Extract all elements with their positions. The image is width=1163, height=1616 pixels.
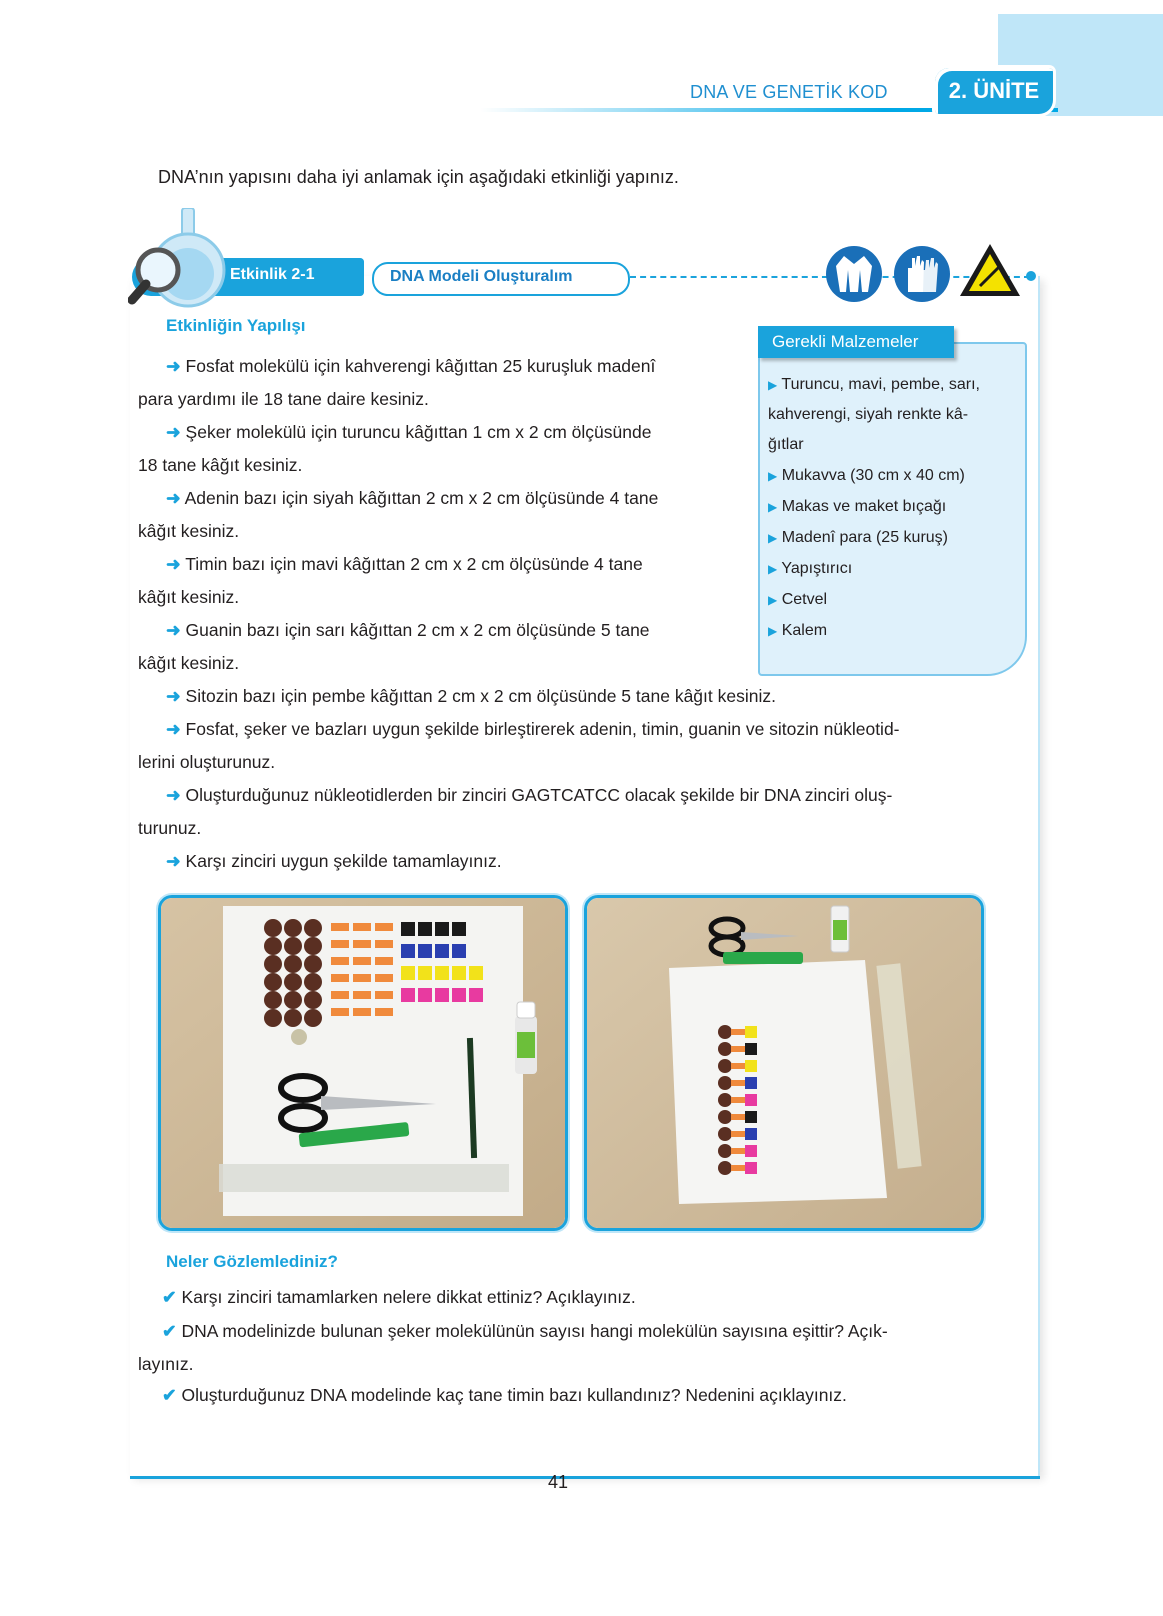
activity-frame-bottom-rule xyxy=(130,1476,1040,1479)
base-square xyxy=(745,1043,757,1055)
materials-heading: Gerekli Malzemeler xyxy=(758,326,954,358)
phosphate-disc xyxy=(718,1127,732,1141)
photo-dna-model xyxy=(584,895,984,1231)
base-square xyxy=(469,966,483,980)
sugar-strip xyxy=(731,1046,745,1052)
sugar-strip xyxy=(331,940,349,948)
base-square xyxy=(401,966,415,980)
unit-title: DNA VE GENETİK KOD xyxy=(690,82,888,102)
step-line: kâğıt kesiniz. xyxy=(138,587,240,607)
sugar-strip xyxy=(375,940,393,948)
sugar-strip xyxy=(353,940,371,948)
sugar-strip xyxy=(353,923,371,931)
cut-pieces-photo xyxy=(161,898,565,1228)
phosphate-disc xyxy=(284,919,302,937)
base-square xyxy=(401,944,415,958)
base-square xyxy=(435,966,449,980)
material-item: ▶ Madenî para (25 kuruş) xyxy=(768,529,948,546)
bullet-triangle-icon: ▶ xyxy=(768,469,778,483)
sugar-strip xyxy=(375,1008,393,1016)
base-square xyxy=(745,1094,757,1106)
step-line: ➜ Guanin bazı için sarı kâğıttan 2 cm x 2 cm ölçüsünde 5 tane xyxy=(166,620,650,640)
material-item: kahverengi, siyah renkte kâ- xyxy=(768,406,969,423)
check-icon: ✔ xyxy=(162,1287,177,1307)
base-square xyxy=(452,944,466,958)
sugar-strip xyxy=(353,974,371,982)
base-square xyxy=(401,988,415,1002)
arrow-icon: ➜ xyxy=(166,785,181,805)
base-square xyxy=(745,1111,757,1123)
sugar-strip xyxy=(731,1114,745,1120)
sugar-strip xyxy=(375,957,393,965)
step-line: ➜ Fosfat, şeker ve bazları uygun şekilde birleştirerek adenin, timin, guanin ve sitozin nükleotid- xyxy=(166,719,900,739)
phosphate-disc xyxy=(284,1009,302,1027)
sugar-strip xyxy=(353,1008,371,1016)
sugar-strip xyxy=(731,1029,745,1035)
check-icon: ✔ xyxy=(162,1321,177,1341)
unit-badge: 2. ÜNİTE xyxy=(935,68,1053,114)
phosphate-disc xyxy=(304,991,322,1009)
intro-text: DNA’nın yapısını daha iyi anlamak için aşağıdaki etkinliği yapınız. xyxy=(158,167,679,187)
question-line: ✔ DNA modelinizde bulunan şeker molekülünün sayısı hangi molekülün sayısına eşittir? Açık- xyxy=(162,1321,888,1341)
base-square xyxy=(745,1060,757,1072)
phosphate-disc xyxy=(284,991,302,1009)
step-line: ➜ Sitozin bazı için pembe kâğıttan 2 cm x 2 cm ölçüsünde 5 tane kâğıt kesiniz. xyxy=(166,686,776,706)
arrow-icon: ➜ xyxy=(166,851,181,871)
phosphate-disc xyxy=(284,955,302,973)
base-square xyxy=(745,1128,757,1140)
observation-heading: Neler Gözlemlediniz? xyxy=(166,1252,338,1271)
base-square xyxy=(452,966,466,980)
arrow-icon: ➜ xyxy=(166,719,181,739)
base-square xyxy=(452,988,466,1002)
base-square xyxy=(435,988,449,1002)
sugar-strip xyxy=(353,991,371,999)
phosphate-disc xyxy=(304,937,322,955)
step-line: ➜ Fosfat molekülü için kahverengi kâğıttan 25 kuruşluk madenî xyxy=(166,356,656,376)
activity-number: Etkinlik 2-1 xyxy=(230,266,315,283)
base-square xyxy=(745,1162,757,1174)
step-line: ➜ Oluşturduğunuz nükleotidlerden bir zinciri GAGTCATCC olacak şekilde bir DNA zinciri oluş- xyxy=(166,785,893,805)
arrow-icon: ➜ xyxy=(166,620,181,640)
title-line-dot xyxy=(1026,271,1036,281)
phosphate-disc xyxy=(718,1076,732,1090)
material-item: ▶ Cetvel xyxy=(768,591,828,608)
lab-coat-icon xyxy=(824,244,884,304)
step-line: ➜ Şeker molekülü için turuncu kâğıttan 1 cm x 2 cm ölçüsünde xyxy=(166,422,652,442)
material-item: ğıtlar xyxy=(768,436,804,453)
sugar-strip xyxy=(331,1008,349,1016)
step-line: ➜ Adenin bazı için siyah kâğıttan 2 cm x 2 cm ölçüsünde 4 tane xyxy=(166,488,659,508)
sugar-strip xyxy=(375,923,393,931)
sugar-strip xyxy=(375,991,393,999)
bullet-triangle-icon: ▶ xyxy=(768,562,778,576)
phosphate-disc xyxy=(264,937,282,955)
phosphate-disc xyxy=(304,1009,322,1027)
sugar-strip xyxy=(331,923,349,931)
phosphate-disc xyxy=(304,919,322,937)
step-line: turunuz. xyxy=(138,818,202,838)
phosphate-disc xyxy=(264,991,282,1009)
base-square xyxy=(401,922,415,936)
arrow-icon: ➜ xyxy=(166,488,181,508)
check-icon: ✔ xyxy=(162,1385,177,1405)
base-square xyxy=(435,944,449,958)
page-number: 41 xyxy=(548,1472,569,1492)
bullet-triangle-icon: ▶ xyxy=(768,378,778,392)
phosphate-disc xyxy=(718,1110,732,1124)
base-square xyxy=(745,1145,757,1157)
phosphate-disc xyxy=(284,937,302,955)
arrow-icon: ➜ xyxy=(166,356,181,376)
step-line: 18 tane kâğıt kesiniz. xyxy=(138,455,303,475)
material-item: ▶ Mukavva (30 cm x 40 cm) xyxy=(768,467,965,484)
question-line: layınız. xyxy=(138,1354,194,1374)
step-line: kâğıt kesiniz. xyxy=(138,521,240,541)
activity-title: DNA Modeli Oluşturalım xyxy=(390,268,573,285)
bullet-triangle-icon: ▶ xyxy=(768,531,778,545)
base-square xyxy=(469,988,483,1002)
phosphate-disc xyxy=(264,919,282,937)
phosphate-disc xyxy=(264,955,282,973)
sugar-strip xyxy=(331,957,349,965)
phosphate-disc xyxy=(718,1093,732,1107)
base-square xyxy=(745,1026,757,1038)
sugar-strip xyxy=(375,974,393,982)
sugar-strip xyxy=(731,1080,745,1086)
arrow-icon: ➜ xyxy=(166,554,181,574)
step-line: ➜ Timin bazı için mavi kâğıttan 2 cm x 2 cm ölçüsünde 4 tane xyxy=(166,554,643,574)
section-heading: Etkinliğin Yapılışı xyxy=(166,316,306,335)
material-item: ▶ Turuncu, mavi, pembe, sarı, xyxy=(768,376,980,393)
phosphate-disc xyxy=(718,1144,732,1158)
photo-cut-pieces xyxy=(158,895,568,1231)
warning-triangle-icon xyxy=(958,242,1022,298)
question-line: ✔ Oluşturduğunuz DNA modelinde kaç tane timin bazı kullandınız? Nedenini açıklayınız. xyxy=(162,1385,847,1405)
bullet-triangle-icon: ▶ xyxy=(768,500,778,514)
phosphate-disc xyxy=(304,973,322,991)
sugar-strip xyxy=(731,1131,745,1137)
material-item: ▶ Kalem xyxy=(768,622,828,639)
gloves-icon xyxy=(892,244,952,304)
base-square xyxy=(452,922,466,936)
base-square xyxy=(435,922,449,936)
flask-magnifier-icon xyxy=(128,208,228,318)
dna-model-photo xyxy=(587,898,981,1228)
sugar-strip xyxy=(731,1148,745,1154)
sugar-strip xyxy=(731,1063,745,1069)
arrow-icon: ➜ xyxy=(166,686,181,706)
base-square xyxy=(418,988,432,1002)
phosphate-disc xyxy=(718,1161,732,1175)
sugar-strip xyxy=(331,974,349,982)
sugar-strip xyxy=(353,957,371,965)
phosphate-disc xyxy=(264,1009,282,1027)
step-line: kâğıt kesiniz. xyxy=(138,653,240,673)
sugar-strip xyxy=(731,1165,745,1171)
base-square xyxy=(418,922,432,936)
base-square xyxy=(745,1077,757,1089)
phosphate-disc xyxy=(718,1059,732,1073)
phosphate-disc xyxy=(284,973,302,991)
arrow-icon: ➜ xyxy=(166,422,181,442)
base-square xyxy=(418,966,432,980)
bullet-triangle-icon: ▶ xyxy=(768,624,778,638)
base-square xyxy=(418,944,432,958)
material-item: ▶ Makas ve maket bıçağı xyxy=(768,498,947,515)
phosphate-disc xyxy=(718,1042,732,1056)
bullet-triangle-icon: ▶ xyxy=(768,593,778,607)
step-line: para yardımı ile 18 tane daire kesiniz. xyxy=(138,389,429,409)
question-line: ✔ Karşı zinciri tamamlarken nelere dikkat ettiniz? Açıklayınız. xyxy=(162,1287,636,1307)
phosphate-disc xyxy=(718,1025,732,1039)
sugar-strip xyxy=(331,991,349,999)
phosphate-disc xyxy=(264,973,282,991)
step-line: ➜ Karşı zinciri uygun şekilde tamamlayınız. xyxy=(166,851,502,871)
sugar-strip xyxy=(731,1097,745,1103)
material-item: ▶ Yapıştırıcı xyxy=(768,560,853,577)
step-line: lerini oluşturunuz. xyxy=(138,752,276,772)
phosphate-disc xyxy=(304,955,322,973)
